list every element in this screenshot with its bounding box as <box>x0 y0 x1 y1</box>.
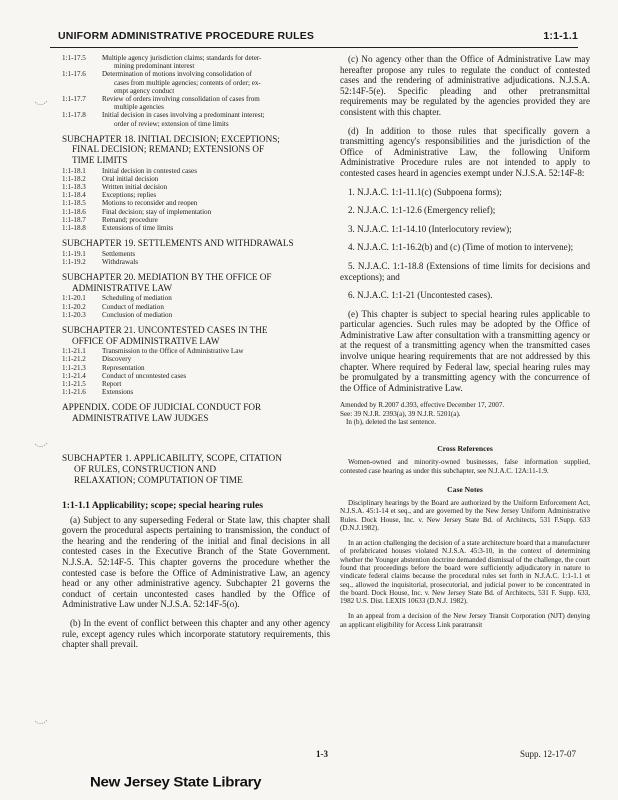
list-item: 6. N.J.A.C. 1:1-21 (Uncontested cases). <box>348 290 493 301</box>
toc-row: 1:1-21.1 Transmission to the Office of Administrative Law <box>62 347 244 356</box>
appendix-heading: APPENDIX. CODE OF JUDICIAL CONDUCT FOR ADMINISTRATIVE LAW JUDGES <box>62 402 262 424</box>
cross-references-heading: Cross References <box>437 444 493 454</box>
toc-title: Review of orders involving consolidation of cases from multiple agencies <box>102 95 260 112</box>
binder-hole-mark-icon <box>34 719 48 727</box>
toc-row: 1:1-18.6 Final decision; stay of implementation <box>62 207 212 216</box>
toc-row <box>62 111 330 127</box>
list-item: 1. N.J.A.C. 1:1-11.1(c) (Subpoena forms); <box>348 186 502 197</box>
subchapter-1-heading: SUBCHAPTER 1. APPLICABILITY, SCOPE, CITATION OF RULES, CONSTRUCTION AND RELAXATION; COMPUTATION OF TIME <box>62 453 282 486</box>
paragraph-e: (e) This chapter is subject to special hearing rules applicable to particular agencies. Such rules may be adopted by the Office of Administrative Law after consultation with a transmitting agency or at the request of a transmitting agency when the transmitted cases involve unique hearing requirements that are not addressed by this chapter. Where required by Federal law, special hearing rules may be promulgated by a transmitting agency with the concurrence of the Office of Administrative Law. <box>340 308 590 393</box>
toc-list <box>62 250 330 266</box>
list-item: 3. N.J.A.C. 1:1-14.10 (Interlocutory review); <box>348 223 512 234</box>
toc-row: 1:1-19.2 Withdrawals <box>62 258 138 267</box>
toc-row: 1:1-18.1 Initial decision in contested cases <box>62 166 197 175</box>
case-note: In an action challenging the decision of a state architecture board that a manufacturer of prefabricated houses violated N.J.S.A. 45:3-10, in the context of determining whether the Younger abstention doctrine demanded dismissal of the challenge, the court found that proceedings before the board were sufficiently adjudicatory in nature to vindicate federal claims because the procedural rules set forth in N.J.A.C. 1:1-1.1 et seq., allowed the inquisitorial, prosecutorial, and judicial power to be concentrated in the board. Dock House, Inc. v. New Jersey State Bd. of Architects, 531 F. Supp. 633, 1982 U.S. Dist. LEXIS 10633 (D.N.J. 1982). <box>340 539 590 606</box>
toc-title: Initial decision in cases involving a predominant interest; order of review; extension of time limits <box>102 111 265 128</box>
binder-hole-mark-icon <box>34 442 48 450</box>
subchapter-heading: SUBCHAPTER 19. SETTLEMENTS AND WITHDRAWALS <box>62 238 294 249</box>
amendment-note: Amended by R.2007 d.393, effective December 17, 2007. See: 39 N.J.R. 2393(a), 39 N.J.R. 5201(a). In (b), deleted the last sentence. <box>340 401 505 427</box>
left-column <box>62 54 330 658</box>
toc-list <box>62 294 330 319</box>
toc-row <box>62 95 330 111</box>
subchapter-heading: SUBCHAPTER 18. INITIAL DECISION; EXCEPTIONS; FINAL DECISION; REMAND; EXTENSIONS OF TIME LIMITS <box>62 133 280 166</box>
header-section-code: 1:1-1.1 <box>543 30 578 42</box>
header-rule <box>50 47 578 48</box>
toc-row: 1:1-21.4 Conduct of uncontested cases <box>62 371 187 380</box>
supplement-date: Supp. 12-17-07 <box>520 749 576 759</box>
binder-hole-mark-icon <box>34 100 48 108</box>
list-item: 5. N.J.A.C. 1:1-18.8 (Extensions of time limits for decisions and exceptions); and <box>340 260 590 282</box>
case-note: In an appeal from a decision of the New Jersey Transit Corporation (NJT) denying an applicant eligibility for Access Link paratransit <box>340 612 590 629</box>
toc-row <box>62 70 330 95</box>
toc-row <box>62 54 330 70</box>
toc-row: 1:1-18.2 Oral initial decision <box>62 174 159 183</box>
paragraph-b: (b) In the event of conflict between this chapter and any other agency rule, except agency rules which incorporate statutory requirements, this chapter shall prevail. <box>62 617 330 650</box>
toc-title: Determination of motions involving consolidation of cases from multiple agencies; contents of order; ex- empt agency conduct <box>102 70 261 95</box>
page-number: 1-3 <box>316 749 328 759</box>
toc-row: 1:1-18.3 Written initial decision <box>62 183 168 192</box>
toc-title: Multiple agency jurisdiction claims; standards for deter- mining predominant interest <box>102 54 262 71</box>
subchapter-heading: SUBCHAPTER 21. UNCONTESTED CASES IN THE OFFICE OF ADMINISTRATIVE LAW <box>62 325 268 346</box>
toc-row: 1:1-19.1 Settlements <box>62 249 136 258</box>
toc-row: 1:1-18.8 Extensions of time limits <box>62 224 174 233</box>
toc-row: 1:1-20.1 Scheduling of mediation <box>62 294 172 303</box>
toc-row: 1:1-20.3 Conclusion of mediation <box>62 310 173 319</box>
toc-number: 1:1-17.5 <box>62 54 86 62</box>
toc-number: 1:1-17.8 <box>62 111 86 120</box>
case-notes-heading: Case Notes <box>447 484 483 494</box>
paragraph-c: (c) No agency other than the Office of Administrative Law may hereafter propose any rules to regulate the conduct of contested cases and the rendering of administrative adjudications. N.J.S.A. 52:14F-5(e). Specific pleading and other pretransmittal requirements may be regulated by the agencies provided they are consistent with this chapter. <box>340 54 590 117</box>
toc-number: 1:1-17.7 <box>62 95 86 104</box>
toc-list <box>62 167 330 233</box>
toc-row: 1:1-21.5 Report <box>62 380 122 389</box>
library-stamp: New Jersey State Library <box>90 774 262 791</box>
toc-top <box>62 54 330 128</box>
toc-row: 1:1-20.2 Conduct of mediation <box>62 302 164 311</box>
running-header <box>50 30 578 46</box>
toc-number: 1:1-17.6 <box>62 70 86 79</box>
toc-row: 1:1-18.4 Exceptions; replies <box>62 191 157 200</box>
toc-row: 1:1-21.6 Extensions <box>62 388 134 397</box>
paragraph-a: (a) Subject to any superseding Federal or State law, this chapter shall govern the procedural aspects pertaining to transmission, the conduct of the hearing and the rendering of the initial and final decisions in all contested cases in the Executive Branch of the State Government. N.J.S.A. 52:14F-5. This chapter governs the procedure whether the contested case is before the Office of Administrative Law, an agency head or any other administrative agency. Subchapter 21 governs the conduct of certain uncontested cases handled by the Office of Administrative Law under N.J.S.A. 52:14F-5(o). <box>62 514 330 610</box>
cross-references-text: Women-owned and minority-owned businesses, false information supplied, contested case hearing as under this subchapter, see N.J.A.C. 12A:11-1.9. <box>340 458 590 475</box>
toc-row: 1:1-18.5 Motions to reconsider and reopen <box>62 199 198 208</box>
toc-row: 1:1-18.7 Remand; procedure <box>62 215 158 224</box>
list-item: 2. N.J.A.C. 1:1-12.6 (Emergency relief); <box>348 205 496 216</box>
list-item: 4. N.J.A.C. 1:1-16.2(b) and (c) (Time of motion to intervene); <box>348 242 574 253</box>
toc-row: 1:1-21.3 Representation <box>62 363 145 372</box>
paragraph-d: (d) In addition to those rules that specifically govern a transmitting agency's responsibilities and the jurisdiction of the Office of Administrative Law, the following Uniform Administrative Procedure rules are not intended to apply to contested cases heard in agencies exempt under N.J.S.A. 52:14F-8: <box>340 125 590 178</box>
toc-row: 1:1-21.2 Discovery <box>62 355 132 364</box>
toc-list <box>62 347 330 396</box>
section-heading: 1:1-1.1 Applicability; scope; special hearing rules <box>62 499 263 511</box>
case-note: Disciplinary hearings by the Board are authorized by the Uniform Enforcement Act, N.J.S.A. 45:1-14 et seq., and are governed by the New Jersey Uniform Administrative Rules. Dock House, Inc. v. New Jersey State Bd. of Architects, 531 F.Supp. 633 (D.N.J.1982). <box>340 498 590 532</box>
right-column <box>340 54 590 636</box>
header-title: UNIFORM ADMINISTRATIVE PROCEDURE RULES <box>58 30 315 42</box>
subchapter-heading: SUBCHAPTER 20. MEDIATION BY THE OFFICE OF ADMINISTRATIVE LAW <box>62 272 272 293</box>
